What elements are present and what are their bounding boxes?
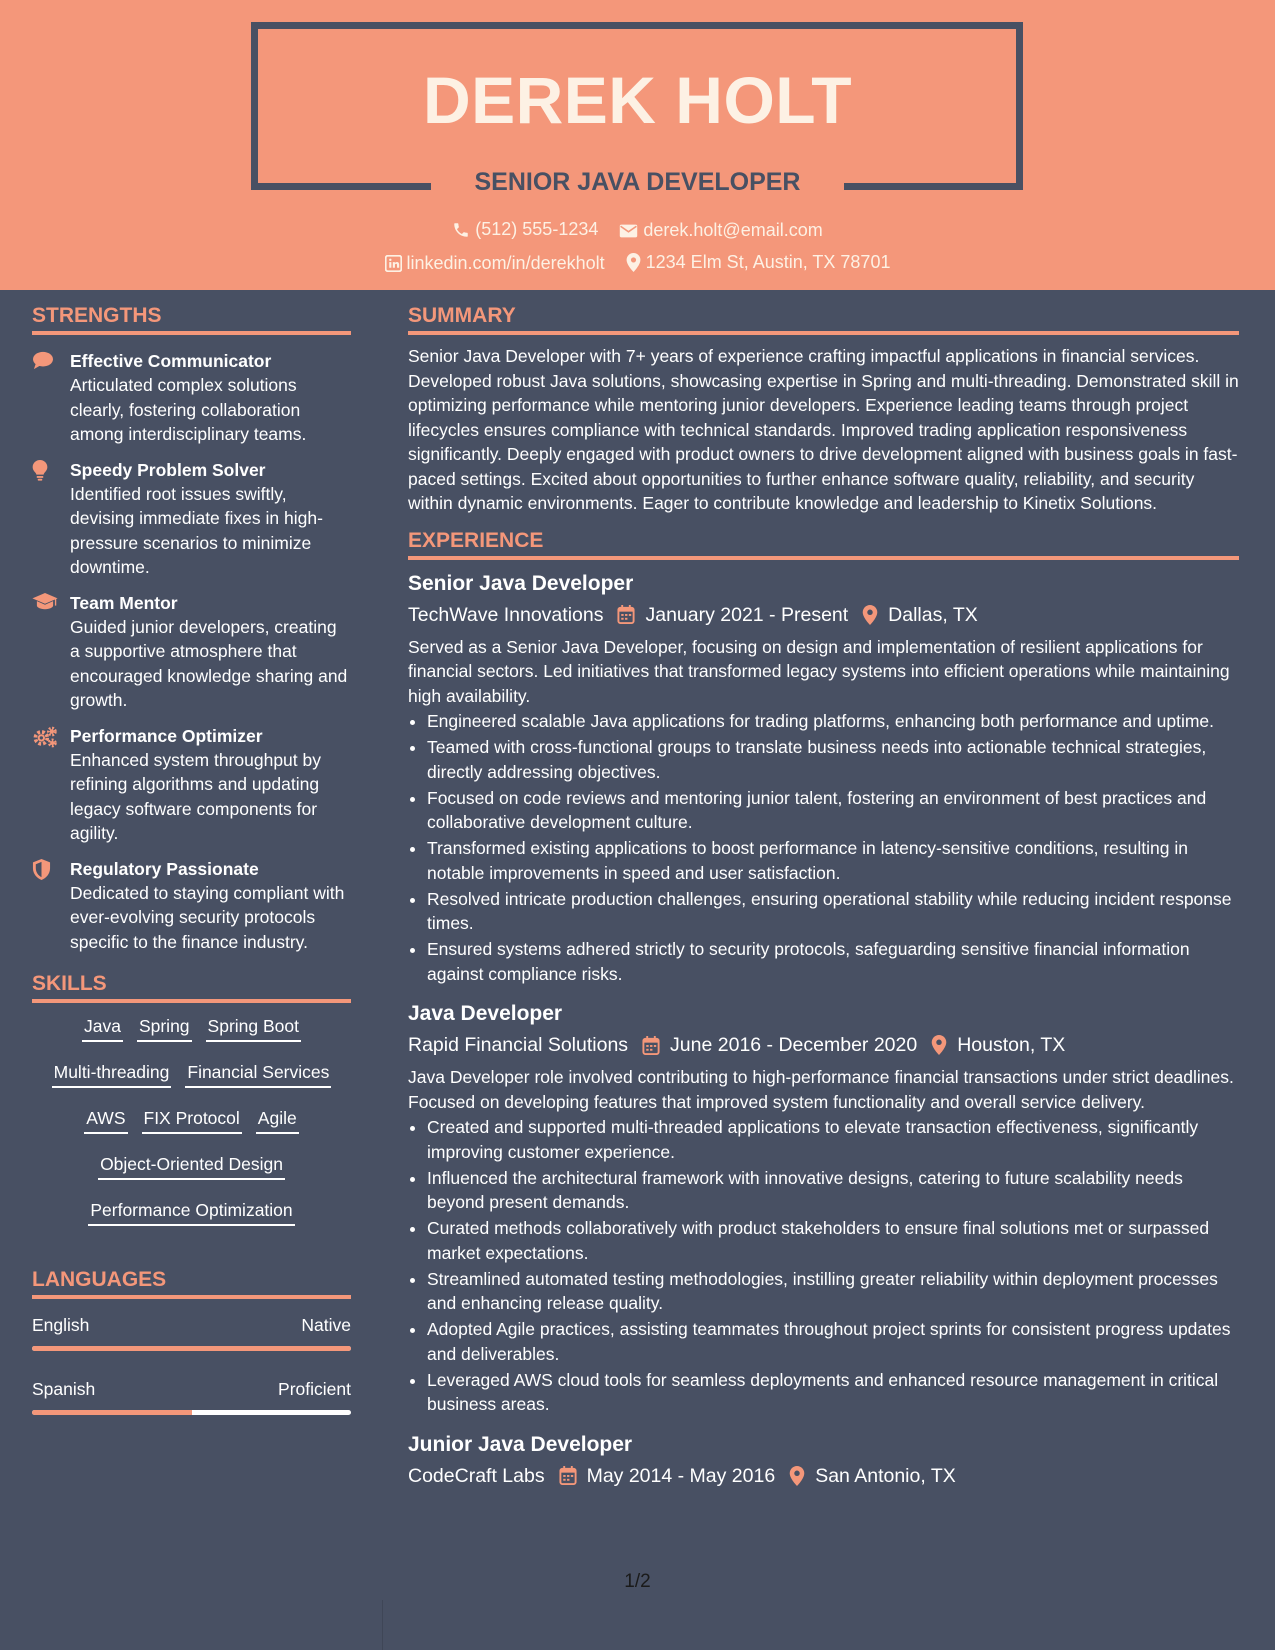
phone-icon [452,221,470,239]
skill-tag: Spring Boot [206,1013,301,1042]
bullet-item: • Influenced the architectural framework with innovative designs, catering to future scalability needs beyond present demands. [427,1166,1239,1215]
bullet-item: • Leveraged AWS cloud tools for seamless deployments and enhanced resource management in critical business areas. [427,1368,1239,1417]
bullet-item: • Focused on code reviews and mentoring junior talent, fostering an environment of best practices and collaborative development culture. [427,786,1239,835]
language-name: Spanish [32,1379,96,1399]
email-item [619,220,822,241]
job-title: Java Developer [408,1002,563,1025]
strength-item [32,591,351,713]
language-proficiency-bar [32,1410,351,1415]
strength-title: Performance Optimizer [70,725,263,746]
map-pin-icon [789,1466,805,1486]
language-name: English [32,1315,90,1335]
language-level: Proficient [278,1379,351,1399]
calendar-icon [617,605,635,624]
strength-title: Team Mentor [70,592,178,613]
contact-row-1 [0,219,1275,244]
contact-row-2 [0,252,1275,277]
job-description: Java Developer role involved contributing to high-performance financial transactions under strict deadlines. Focused on developing features that improved system functionality and overall service delivery. [408,1067,1234,1112]
language-item [32,1379,351,1415]
strengths-heading: STRENGTHS [32,304,351,335]
strength-item [32,724,351,846]
strength-desc: Articulated complex solutions clearly, fostering collaboration among interdisciplinary teams. [70,375,307,444]
skill-tag: Performance Optimization [88,1197,294,1226]
language-item [32,1315,351,1351]
job-company: Rapid Financial Solutions [408,1034,629,1056]
job-description: Served as a Senior Java Developer, focusing on design and implementation of resilient applications for financial sectors. Led initiatives that transformed legacy systems into efficient operations while maintaining high availability. [408,636,1230,706]
skill-tag: Multi-threading [52,1059,172,1088]
phone-text: (512) 555-1234 [475,219,599,239]
address-text: 1234 Elm St, Austin, TX 78701 [645,252,891,272]
skill-tag: Financial Services [185,1059,331,1088]
summary-text: Senior Java Developer with 7+ years of experience crafting impactful applications in financial services. Developed robust Java solutions, showcasing expertise in Spring and multi-threading. Demonstrated skill in optimizing performance while mentoring junior developers. Experience leading teams through project lifecycles ensures compliance with technical standards. Improved trading application responsiveness significantly. Deeply engaged with product owners to drive development aligned with business goals in fast-paced settings. Excited about opportunities to further enhance software quality, reliability, and security within dynamic environments. Eager to contribute knowledge and leadership to Kinetix Solutions. [408,346,1239,513]
job-company: CodeCraft Labs [408,1464,545,1487]
candidate-title: SENIOR JAVA DEVELOPER [474,168,801,196]
job-dates: June 2016 - December 2020 [670,1034,918,1056]
language-proficiency-fill [32,1410,192,1415]
skill-tag: Agile [256,1105,299,1134]
resume-header [0,0,1275,290]
strength-desc: Enhanced system throughput by refining algorithms and updating legacy software components for agility. [70,749,321,843]
job-entry [408,570,1239,987]
job-title: Junior Java Developer [408,1432,633,1456]
strength-item [32,458,351,580]
linkedin-item [385,253,605,274]
main-content [408,304,1239,1490]
job-dates: January 2021 - Present [645,603,849,626]
envelope-icon [619,223,638,239]
skill-tag: Java [82,1013,123,1042]
language-proficiency-bar [32,1346,351,1351]
map-pin-icon [862,605,878,625]
skill-tag: FIX Protocol [142,1105,242,1134]
column-divider [382,1600,383,1650]
calendar-icon [642,1036,660,1055]
job-location: Houston, TX [957,1034,1066,1056]
job-company: TechWave Innovations [408,603,604,626]
bullet-item: • Streamlined automated testing methodologies, instilling greater reliability within deployment processes and enhancing release quality. [427,1267,1239,1316]
job-location: San Antonio, TX [815,1464,956,1487]
shield-icon [32,859,51,880]
bullet-item: • Transformed existing applications to boost performance in latency-sensitive conditions, resulting in notable improvements in speed and user satisfaction. [427,836,1239,885]
graduation-cap-icon [32,593,58,611]
experience-heading: EXPERIENCE [408,529,1239,560]
bullet-item: • Resolved intricate production challenges, ensuring operational stability while reducing incident response times. [427,887,1239,936]
candidate-name: DEREK HOLT [422,63,853,137]
map-pin-icon [626,253,641,272]
strength-desc: Identified root issues swiftly, devising immediate fixes in high-pressure scenarios to minimize downtime. [70,483,323,577]
bullet-item: • Ensured systems adhered strictly to security protocols, safeguarding sensitive financial information against compliance risks. [427,937,1239,986]
bullet-item: • Created and supported multi-threaded applications to elevate transaction effectiveness, significantly improving customer experience. [427,1115,1239,1164]
job-entry [408,1431,1239,1490]
calendar-icon [559,1466,577,1485]
gears-icon [32,726,58,748]
bullet-item: • Adopted Agile practices, assisting teammates throughout project sprints for consistent progress updates and deliverables. [427,1317,1239,1366]
skill-tag: AWS [84,1105,127,1134]
map-pin-icon [931,1035,947,1055]
address-item [626,252,891,273]
lightbulb-icon [32,460,48,482]
linkedin-text: linkedin.com/in/derekholt [406,253,605,273]
bullet-item: • Teamed with cross-functional groups to translate business needs into actionable technical strategies, directly addressing objectives. [427,735,1239,784]
skill-tag: Spring [137,1013,192,1042]
strength-desc: Guided junior developers, creating a supportive atmosphere that encouraged knowledge sharing and growth. [70,616,348,710]
job-title: Senior Java Developer [408,571,634,595]
job-location: Dallas, TX [888,603,978,626]
skills-heading: SKILLS [32,972,351,1003]
phone-item [452,219,598,240]
page-number: 1/2 [624,1571,651,1592]
strength-desc: Dedicated to staying compliant with ever-evolving security protocols specific to the finance industry. [70,882,345,952]
language-level: Native [301,1315,351,1335]
job-entry [408,1000,1239,1417]
language-proficiency-fill [32,1346,351,1351]
strength-title: Speedy Problem Solver [70,459,266,480]
strength-title: Effective Communicator [70,351,272,371]
strength-title: Regulatory Passionate [70,858,259,879]
summary-heading: SUMMARY [408,304,1239,335]
bullet-item: • Engineered scalable Java applications for trading platforms, enhancing both performance and uptime. [427,709,1239,734]
strength-item [32,857,351,955]
email-text: derek.holt@email.com [643,220,823,240]
linkedin-icon [385,255,402,272]
job-bullets [408,709,1239,986]
bullet-item: • Curated methods collaboratively with product stakeholders to ensure final solutions met or surpassed market expectations. [427,1216,1239,1265]
job-dates: May 2014 - May 2016 [586,1464,776,1487]
skill-tag: Object-Oriented Design [98,1151,285,1180]
speech-bubble-icon [32,351,54,371]
sidebar [32,304,351,1415]
job-bullets [408,1115,1239,1417]
languages-heading: LANGUAGES [32,1268,351,1299]
skills-list [32,1013,351,1226]
strength-item [32,349,351,447]
